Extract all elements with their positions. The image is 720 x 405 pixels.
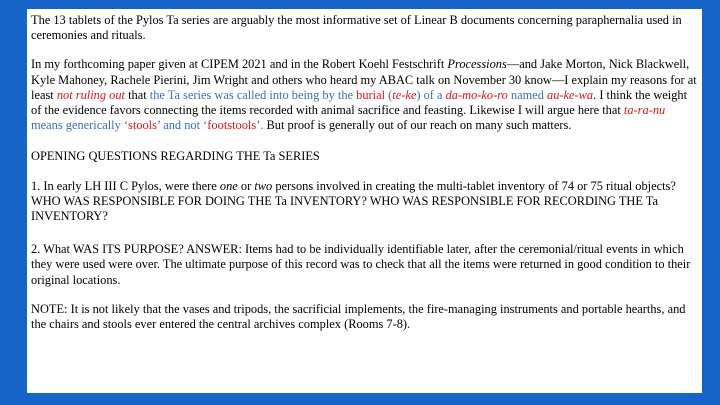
question-text: or: [237, 178, 255, 193]
question-1-paragraph: [31, 179, 698, 225]
term-stools: stools: [128, 118, 157, 133]
argument-text: . I think the weight of the evidence favors connecting the items recorded with animal sacrifice and feasting. Likewise I will argue here that: [31, 87, 688, 118]
emphasis-one: one: [219, 178, 238, 193]
intro-paragraph: The 13 tablets of the Pylos Ta series are arguably the most informative set of Linear B documents concerning paraphernalia used in ceremonies and rituals.: [31, 13, 682, 43]
argument-text: ’ and not ‘: [156, 118, 208, 133]
question-2-paragraph: 2. What WAS ITS PURPOSE? ANSWER: Items had to be individually identifiable later, after the ceremonial/ritual events in which they were used were over. The ultimate purpose of this record was to check that all the items were returned in good condition to their original locations.: [31, 242, 691, 287]
term-burial: burial: [356, 87, 386, 102]
term-da-mo-ko-ro: da-mo-ko-ro: [445, 87, 508, 102]
argument-text: But proof is generally out of our reach on many such matters.: [263, 118, 572, 133]
argument-text: In my forthcoming paper given at CIPEM 2021 and in the Robert Koehl Festschrift: [31, 57, 448, 72]
argument-text: that: [124, 87, 150, 102]
emphasis-two: two: [254, 178, 273, 193]
slide-text-panel: [27, 9, 702, 393]
argument-text: ) of a: [416, 87, 446, 102]
argument-text: —and Jake Morton, Nick Blackwell, Kyle Mahoney, Rachele Pierini, Jim Wright and others who heard my ABAC talk on November 30 know—I explain my reasons for at least: [31, 57, 697, 102]
term-te-ke: te-ke: [392, 87, 417, 102]
emphasis-not-ruling-out: not ruling out: [56, 87, 125, 102]
question-text: persons involved in creating the multi-tablet inventory of 74 or 75 ritual objects? WHO WAS RESPONSIBLE FOR DOING THE Ta INVENTORY? WHO WAS RESPONSIBLE FOR RECORDING THE Ta INVENTORY?: [31, 178, 676, 224]
emphasis-ta-series-claim: the Ta series was called into being by the: [149, 87, 357, 102]
term-footstools: footstools: [207, 118, 257, 133]
argument-text: named: [507, 87, 548, 102]
argument-text: ’.: [256, 118, 264, 133]
argument-text: means generically ‘: [31, 118, 129, 133]
section-heading: OPENING QUESTIONS REGARDING THE Ta SERIES: [31, 149, 320, 164]
argument-paragraph: [31, 57, 698, 133]
question-text: 1. In early LH III C Pylos, were there: [31, 178, 220, 193]
term-au-ke-wa: au-ke-wa: [547, 87, 594, 102]
term-ta-ra-nu: ta-ra-nu: [623, 103, 666, 118]
festschrift-title: Processions: [447, 57, 507, 72]
note-paragraph: NOTE: It is not likely that the vases and tripods, the sacrificial implements, the fire-managing instruments and portable hearths, and the chairs and stools ever entered the central archives complex (Rooms 7-8).: [31, 301, 686, 332]
argument-text: (: [385, 87, 393, 102]
